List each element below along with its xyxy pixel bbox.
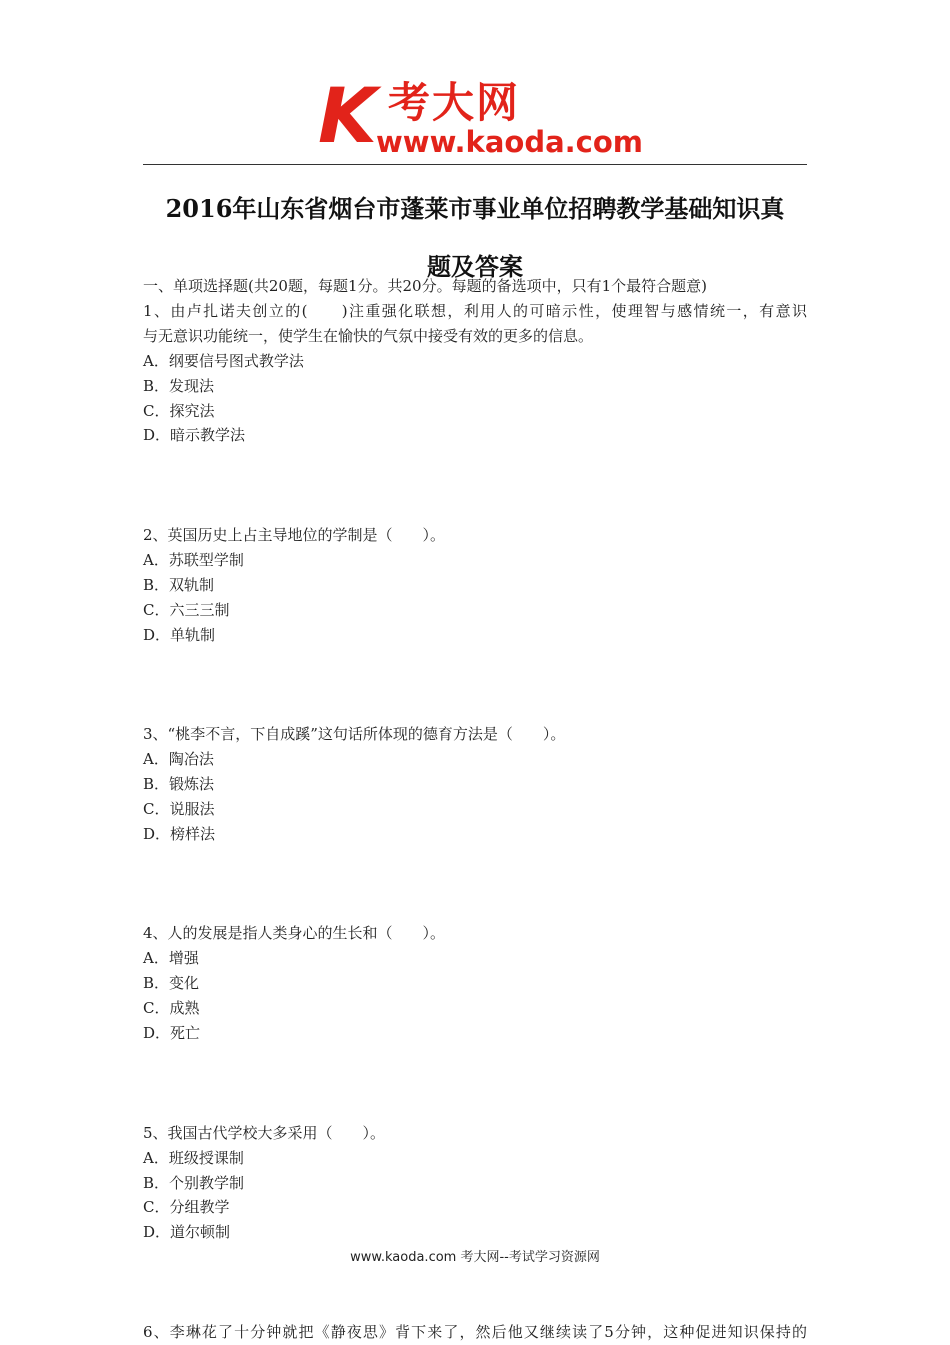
question-5-option-c: C．分组教学 — [143, 1198, 230, 1217]
question-3-stem: 3、“桃李不言，下自成蹊”这句话所体现的德育方法是（ ）。 — [143, 725, 566, 744]
question-3-option-a: A．陶冶法 — [143, 750, 214, 769]
spacer — [143, 847, 807, 922]
title-line-2: 题及答案 — [427, 252, 523, 281]
logo-url: www.kaoda.com — [376, 125, 643, 159]
question-5-option-b: B．个别教学制 — [143, 1173, 245, 1192]
question-4-option-a: A．增强 — [143, 949, 199, 968]
header-divider — [143, 164, 807, 165]
question-4-option-b: B．变化 — [143, 974, 200, 993]
question-1-stem-line-1: 1、由卢扎诺夫创立的( )注重强化联想，利用人的可暗示性，使理智与感情统一，有意识 — [143, 301, 807, 320]
question-1-stem-line-2: 与无意识功能统一，使学生在愉快的气氛中接受有效的更多的信息。 — [143, 326, 594, 345]
kaoda-logo — [318, 71, 648, 160]
question-1-option-b: B．发现法 — [143, 376, 215, 395]
question-2-option-c: C．六三三制 — [143, 600, 230, 619]
page-footer: www.kaoda.com 考大网--考试学习资源网 — [350, 1250, 600, 1265]
logo-k-mark: K — [318, 71, 375, 160]
question-3-option-b: B．锻炼法 — [143, 775, 215, 794]
document-body — [143, 274, 807, 1345]
question-5-option-a: A．班级授课制 — [143, 1148, 244, 1167]
question-6-stem: 6、李琳花了十分钟就把《静夜思》背下来了，然后他又继续读了5分钟，这种促进知识保持的 — [143, 1322, 807, 1341]
question-4-option-d: D．死亡 — [143, 1024, 201, 1043]
spacer — [143, 1046, 807, 1121]
question-4-option-c: C．成熟 — [143, 999, 200, 1018]
question-1-option-d: D．暗示教学法 — [143, 426, 246, 445]
question-5-option-d: D．道尔顿制 — [143, 1223, 231, 1242]
logo-chinese-name: 考大网 — [388, 78, 521, 127]
title-line-1: 2016年山东省烟台市蓬莱市事业单位招聘教学基础知识真 — [165, 194, 785, 223]
question-2-option-a: A．苏联型学制 — [143, 550, 244, 569]
question-1-option-c: C．探究法 — [143, 401, 215, 420]
question-5-stem: 5、我国古代学校大多采用（ ）。 — [143, 1123, 386, 1142]
question-1-option-a: A．纲要信号图式教学法 — [143, 351, 304, 370]
question-2-stem: 2、英国历史上占主导地位的学制是（ ）。 — [143, 526, 446, 545]
spacer — [143, 648, 807, 723]
spacer — [143, 448, 807, 523]
question-3-option-d: D．榜样法 — [143, 824, 216, 843]
question-3-option-c: C．说服法 — [143, 799, 215, 818]
question-4-stem: 4、人的发展是指人类身心的生长和（ ）。 — [143, 924, 446, 943]
question-2-option-b: B．双轨制 — [143, 575, 215, 594]
section-heading: 一、单项选择题(共20题，每题1分。共20分。每题的备选项中，只有1个最符合题意) — [143, 277, 707, 295]
question-2-option-d: D．单轨制 — [143, 625, 216, 644]
